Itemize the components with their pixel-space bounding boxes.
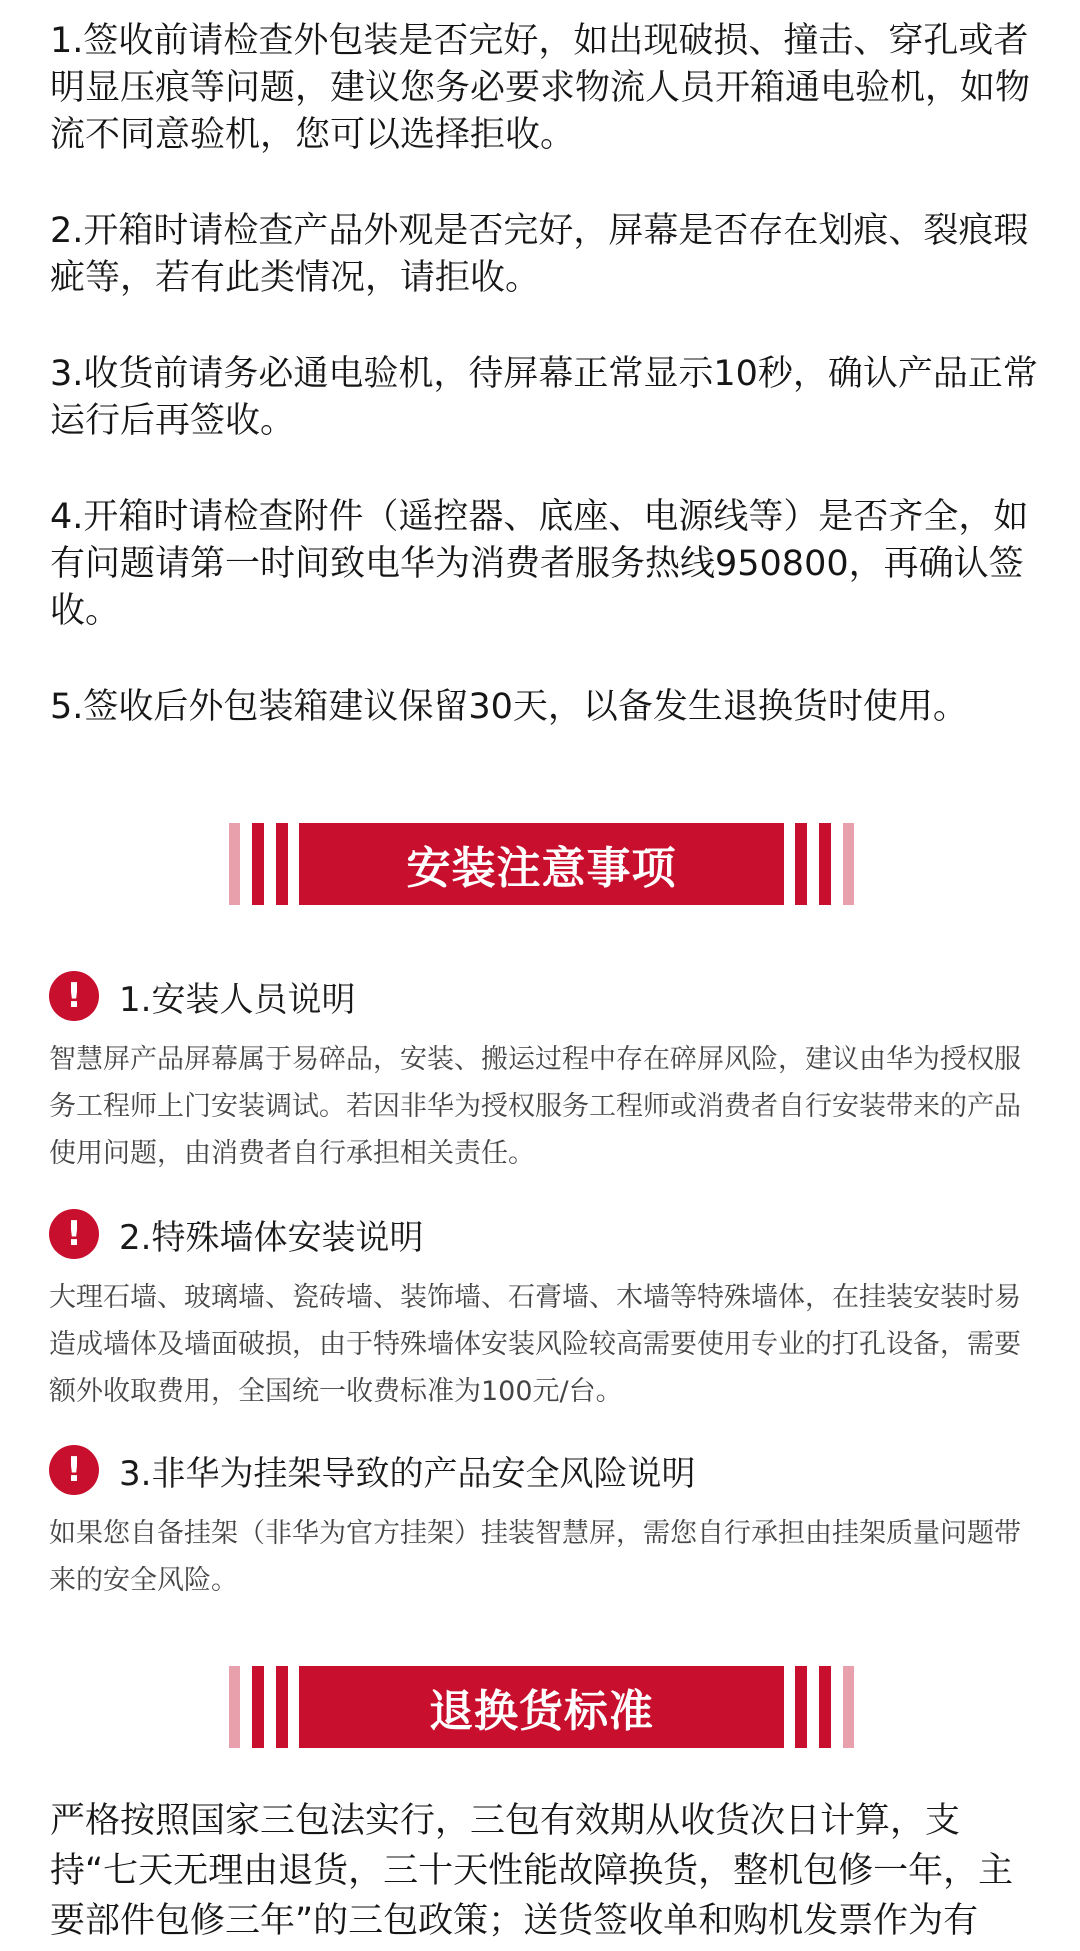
banner-title: 退换货标准 [429,1686,654,1737]
banner-stripe-left-middle [252,823,264,905]
banner-stripe-left-inner [276,823,288,905]
install-notes-banner [229,823,854,905]
install-note-installer [49,968,1039,1177]
banner-stripe-right-middle [819,1666,831,1748]
exclamation-icon: ! [49,1445,99,1495]
check-item-1: 1.签收前请检查外包装是否完好，如出现破损、撞击、穿孔或者明显压痕等问题，建议您务必要求物流人员开箱通电验机，如物流不同意验机，您可以选择拒收。 [50,21,1031,155]
banner-stripe-left-inner [276,1666,288,1748]
install-note-body: 大理石墙、玻璃墙、瓷砖墙、装饰墙、石膏墙、木墙等特殊墙体，在挂装安装时易造成墙体及墙面破损，由于特殊墙体安装风险较高需要使用专业的打孔设备，需要额外收取费用，全国统一收费标准为100元/台。 [49,1282,1021,1407]
install-note-title: 3.非华为挂架导致的产品安全风险说明 [119,1453,696,1494]
install-note-header [49,968,1039,1024]
install-note-title: 1.安装人员说明 [119,979,356,1020]
install-note-mount-risk [49,1442,1039,1604]
check-item-2: 2.开箱时请检查产品外观是否完好，屏幕是否存在划痕、裂痕瑕疵等，若有此类情况，请拒收。 [50,211,1029,298]
check-item-3: 3.收货前请务必通电验机，待屏幕正常显示10秒，确认产品正常运行后再签收。 [50,354,1038,441]
return-policy-banner [229,1666,854,1748]
receipt-checklist [50,18,1040,780]
install-note-header [49,1442,1039,1498]
install-note-title: 2.特殊墙体安装说明 [119,1217,424,1258]
banner-center-block [299,1666,784,1748]
banner-title: 安装注意事项 [406,843,677,894]
install-note-body: 智慧屏产品屏幕属于易碎品，安装、搬运过程中存在碎屏风险，建议由华为授权服务工程师上门安装调试。若因非华为授权服务工程师或消费者自行安装带来的产品使用问题，由消费者自行承担相关责任。 [49,1044,1021,1169]
banner-stripe-left-middle [252,1666,264,1748]
check-item-4: 4.开箱时请检查附件（遥控器、底座、电源线等）是否齐全，如有问题请第一时间致电华为消费者服务热线950800，再确认签收。 [50,497,1029,631]
banner-stripe-left-outer [229,823,240,905]
banner-stripe-right-middle [819,823,831,905]
return-policy-text: 严格按照国家三包法实行，三包有效期从收货次日计算，支持“七天无理由退货，三十天性能故障换货，整机包修一年，主要部件包修三年”的三包政策；送货签收单和购机发票作为有 [50,1801,1014,1941]
check-item-5: 5.签收后外包装箱建议保留30天，以备发生退换货时使用。 [50,687,968,727]
banner-center-block [299,823,784,905]
banner-stripe-right-inner [795,1666,807,1748]
install-note-header [49,1206,1039,1262]
banner-stripe-left-outer [229,1666,240,1748]
exclamation-icon: ! [49,971,99,1021]
install-note-body: 如果您自备挂架（非华为官方挂架）挂装智慧屏，需您自行承担由挂架质量问题带来的安全风险。 [49,1518,1021,1596]
banner-stripe-right-outer [843,1666,854,1748]
install-note-special-wall [49,1206,1039,1415]
banner-stripe-right-inner [795,823,807,905]
banner-stripe-right-outer [843,823,854,905]
exclamation-icon: ! [49,1209,99,1259]
